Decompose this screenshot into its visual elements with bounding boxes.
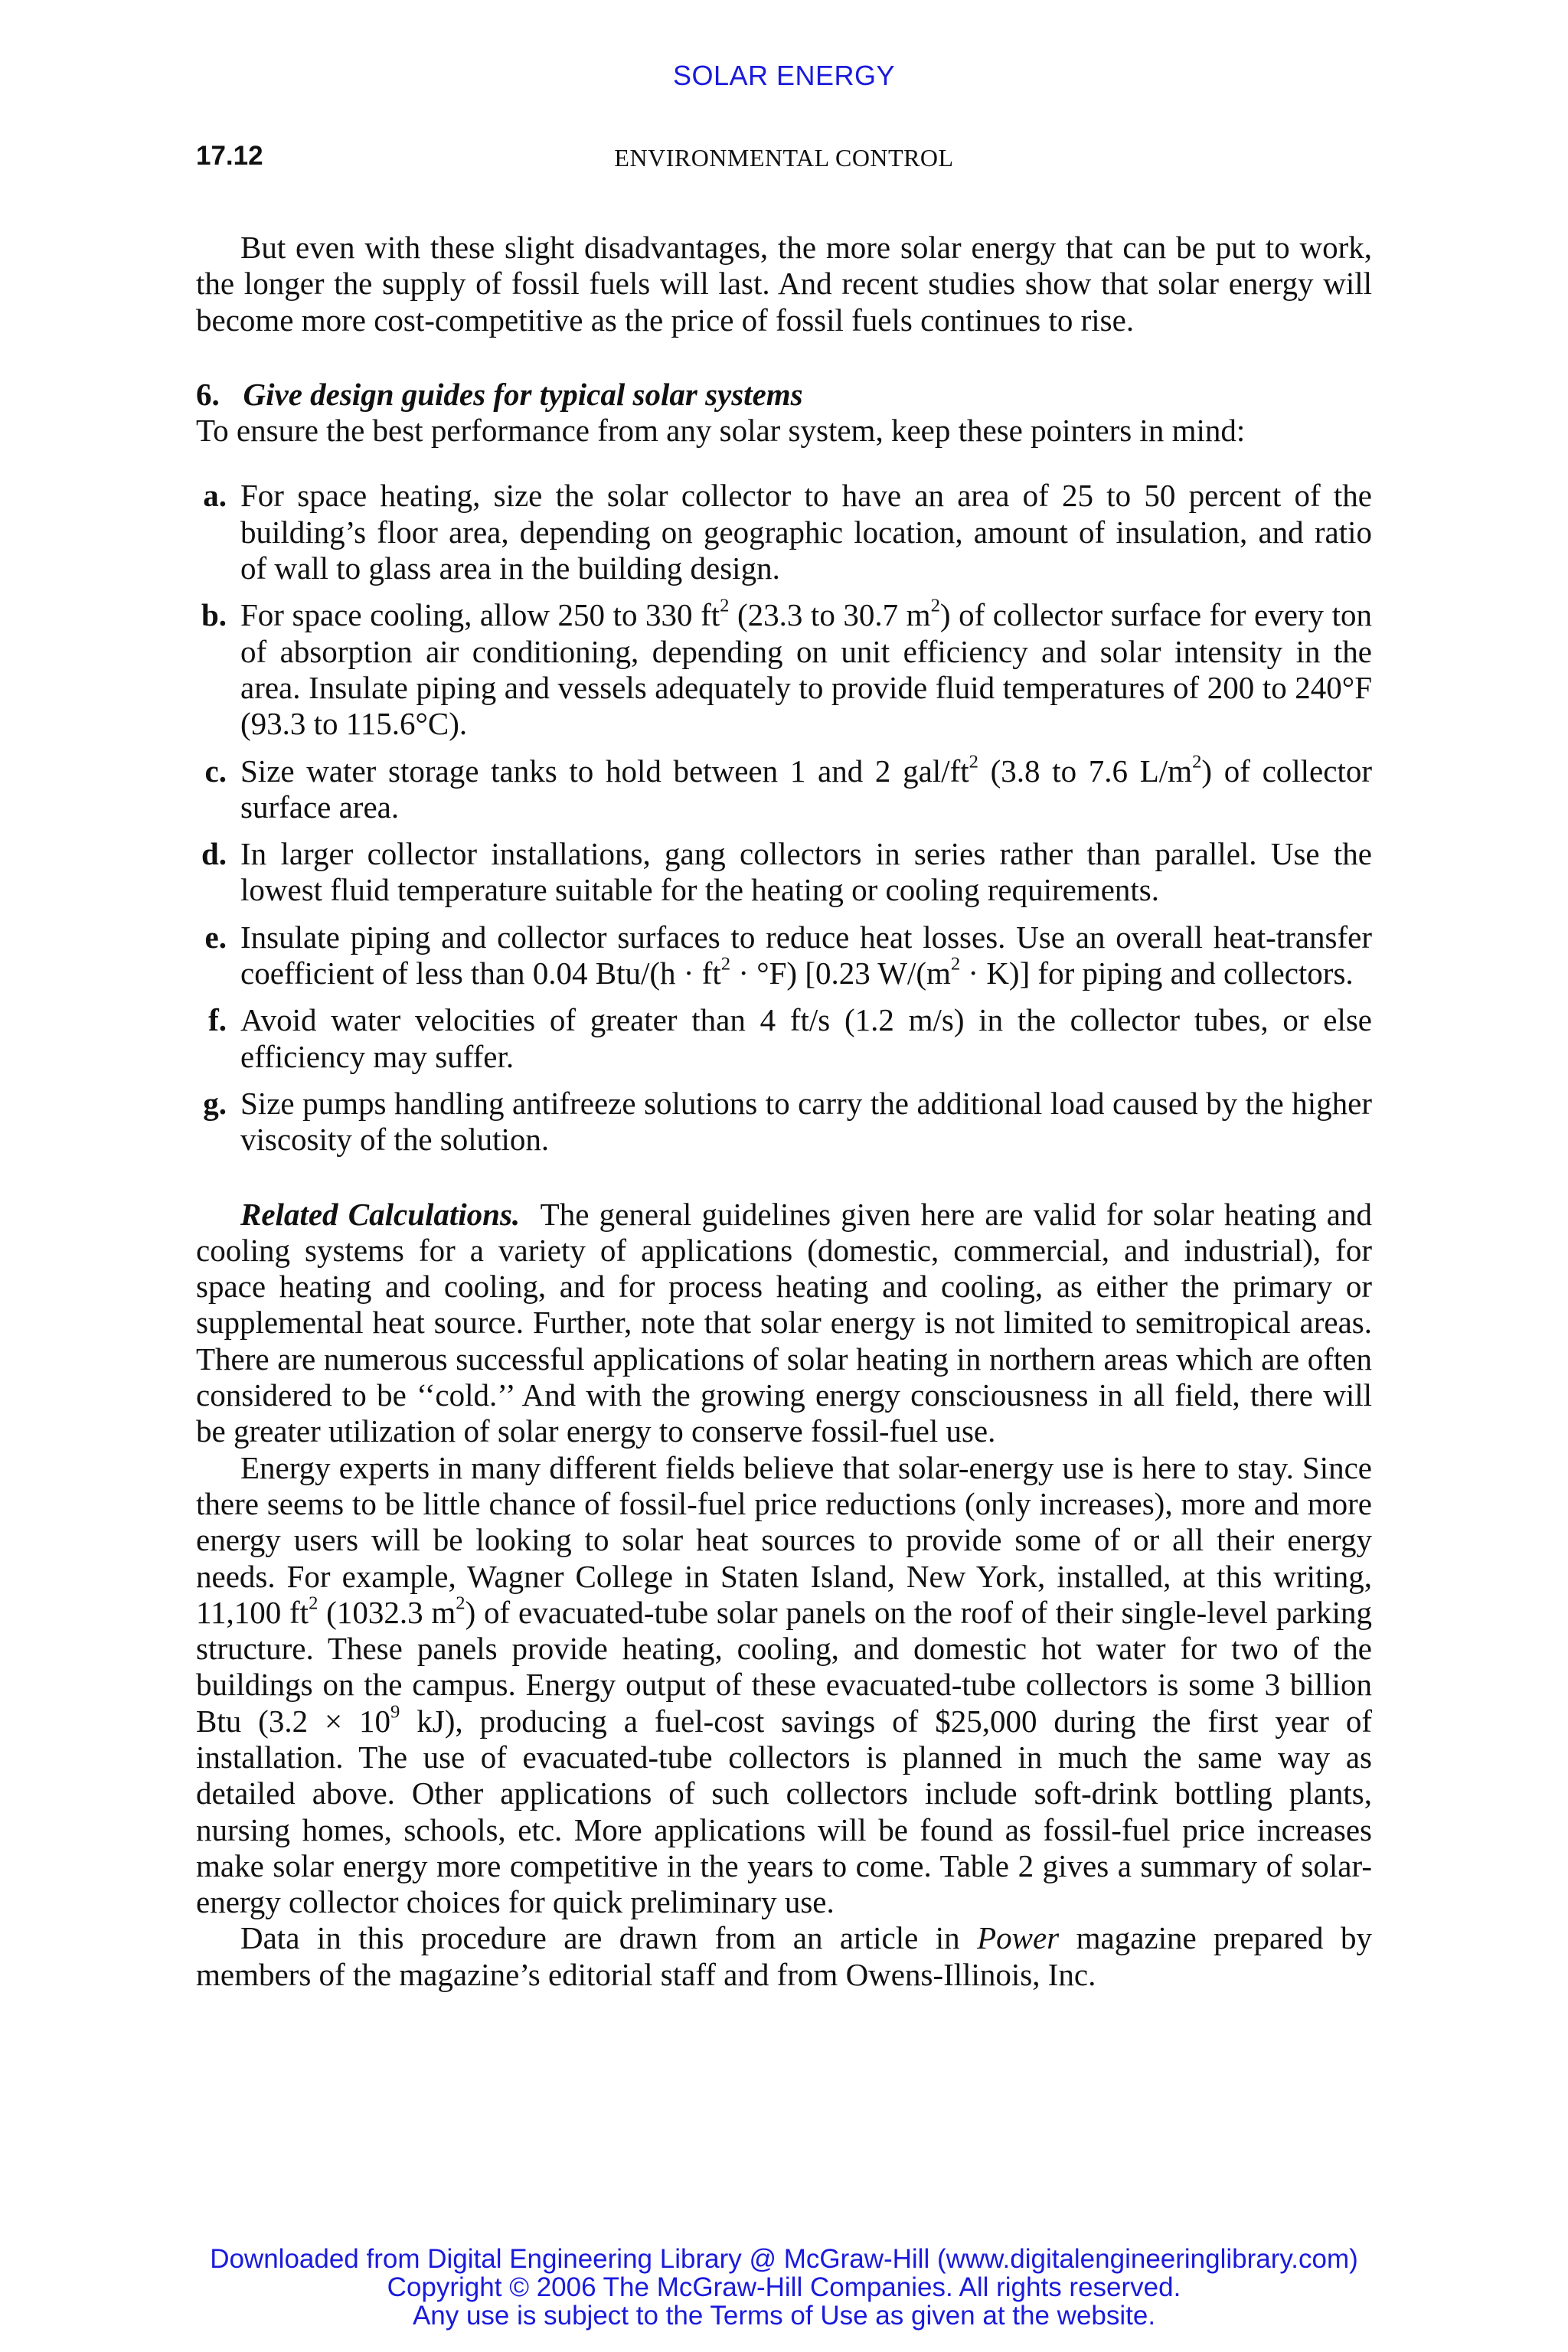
footer-copyright-line: Copyright © 2006 The McGraw-Hill Companies. All rights reserved. [387,2272,1181,2302]
design-pointers-list [196,478,1372,1158]
list-marker: b. [201,597,227,633]
list-marker: c. [204,753,227,789]
opening-paragraph: But even with these slight disadvantages, the more solar energy that can be put to work, the longer the supply of fossil fuels will last. And recent studies show that solar energy will become more cost-competitive as the price of fossil fuels continues to rise. [196,230,1372,338]
list-item-text: For space heating, size the solar collector to have an area of 25 to 50 percent of the building’s floor area, depending on geographic location, amount of insulation, and ratio of wall to glass area in the building design. [240,478,1372,586]
related-calculations-text: The general guidelines given here are valid for solar heating and cooling systems for a variety of applications (domestic, commercial, and industrial), for space heating and cooling, and for process heating and cooling, as either the primary or supplemental heat source. Further, note that solar energy is not limited to semitropical areas. There are numerous successful applications of solar heating in northern areas which are often considered to be ‘‘cold.’’ And with the growing energy consciousness in all field, there will be greater utilization of solar energy to conserve fossil-fuel use. [196,1196,1373,1449]
list-marker: a. [203,478,227,514]
list-item-text: Insulate piping and collector surfaces to reduce heat losses. Use an overall heat-transfer coefficient of less than 0.04 $Btu/(h \cdot ft^2 \cdot ^\circ F)$ [0.23 $W/(m^2 \cdot K)$] for piping and collectors. [240,919,1372,991]
step-number: 6. [196,376,220,412]
list-item [196,753,1372,826]
chapter-title: ENVIRONMENTAL CONTROL [614,144,954,172]
list-item [196,478,1372,586]
list-item [196,836,1372,909]
list-marker: e. [204,919,227,955]
energy-experts-paragraph: Energy experts in many different fields believe that solar-energy use is here to stay. Since there seems to be little chance of fossil-fuel price reductions (only increases), more and more energy users will be looking to solar heat sources to provide some of or all their energy needs. For example, Wagner College in Staten Island, New York, installed, at this writing, 11,100 $ft^2$ (1032.3 $m^2$) of evacuated-tube solar panels on the roof of their single-level parking structure. These panels provide heating, cooling, and domestic hot water for two of the buildings on the campus. Energy output of these evacuated-tube collectors is some 3 billion Btu ($3.2 \times 10^9$ kJ), producing a fuel-cost savings of $25,000 during the first year of installation. The use of evacuated-tube collectors is planned in much the same way as detailed above. Other applications of such collectors include soft-drink bottling plants, nursing homes, schools, etc. More applications will be found as fossil-fuel price increases make solar energy more competitive in the years to come. Table 2 gives a summary of solar-energy collector choices for quick preliminary use. [196,1449,1372,1920]
list-item [196,1002,1372,1075]
list-marker: g. [203,1085,227,1121]
step-intro: To ensure the best performance from any solar system, keep these pointers in mind: [196,413,1246,449]
footer-download-line: Downloaded from Digital Engineering Library @ McGraw-Hill (www.digitalengineeringlibrary.com) [210,2244,1358,2274]
list-marker: f. [208,1002,227,1038]
list-item-text: Avoid water velocities of greater than 4 ft/s (1.2 m/s) in the collector tubes, or else efficiency may suffer. [240,1002,1372,1074]
copyright-footer [0,2245,1568,2330]
page-number: 17.12 [196,141,263,171]
related-calculations-title: Related Calculations. [240,1196,521,1232]
list-item [196,1086,1372,1158]
footer-terms-line: Any use is subject to the Terms of Use as given at the website. [412,2301,1156,2331]
list-item-text: Size water storage tanks to hold between 1 and 2 gal/$ft^2$ (3.8 to 7.6 $L/m^2$) of collector surface area. [240,751,1372,825]
list-item-text: For space cooling, allow 250 to 330 $ft^2$ (23.3 to 30.7 $m^2$) of collector surface for every ton of absorption air conditioning, depending on unit efficiency and solar intensity in the area. Insulate piping and vessels adequately to provide fluid temperatures of 200 to 240°F (93.3 to 115.6°C). [240,595,1372,742]
step-title: Give design guides for typical solar systems [243,376,803,412]
list-item [196,920,1372,992]
list-marker: d. [201,836,227,872]
source-paragraph: Data in this procedure are drawn from an article in Power magazine prepared by members of the magazine’s editorial staff and from Owens-Illinois, Inc. [196,1920,1372,1992]
body-text [196,230,1372,1993]
related-calculations-paragraph [196,1197,1372,1450]
running-head: SOLAR ENERGY [672,60,896,91]
list-item-text: Size pumps handling antifreeze solutions to carry the additional load caused by the higher viscosity of the solution. [240,1085,1372,1158]
step-heading [196,377,1372,413]
power-magazine-name: Power [977,1920,1060,1956]
list-item [196,597,1372,742]
list-item-text: In larger collector installations, gang collectors in series rather than parallel. Use the lowest fluid temperature suitable for the heating or cooling requirements. [240,836,1372,908]
